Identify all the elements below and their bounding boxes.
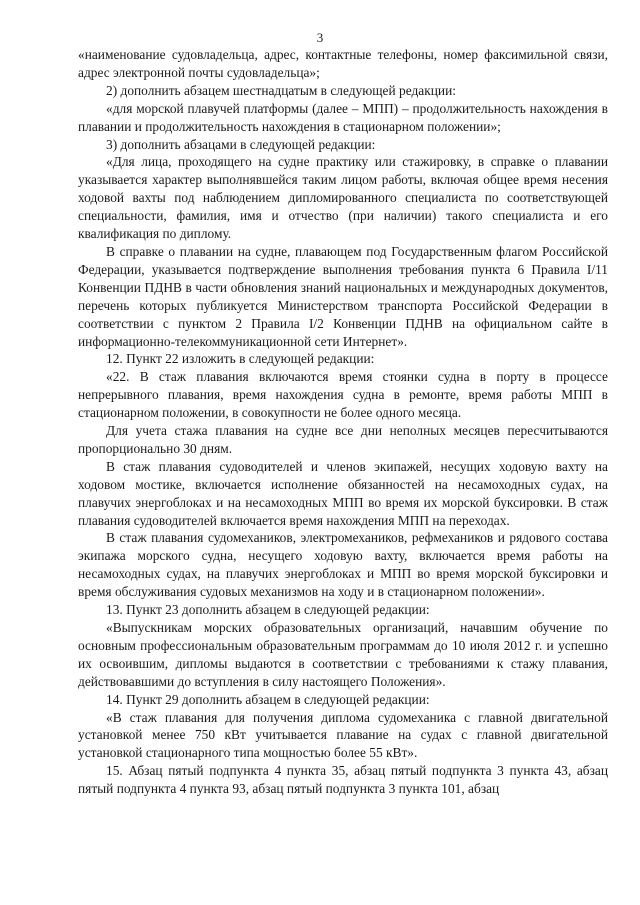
paragraph: Для учета стажа плавания на судне все дни неполных месяцев пересчитываются пропорционально 30 дням. <box>78 423 608 456</box>
document-body <box>78 46 608 798</box>
paragraph: 2) дополнить абзацем шестнадцатым в следующей редакции: <box>106 82 456 98</box>
paragraph: В стаж плавания судоводителей и членов экипажей, несущих ходовую вахту на ходовом мостике, включается исполнение обязанностей на несамоходных судах, на плавучих энергоблоках и на несамоходных МПП во время их морской буксировки. В стаж плавания судоводителей включается время нахождения МПП на переходах. <box>78 458 608 528</box>
paragraph: «для морской плавучей платформы (далее – МПП) – продолжительность нахождения в плавании и продолжительность нахождения в стационарном положении»; <box>78 100 608 134</box>
paragraph: «наименование судовладельца, адрес, контактные телефоны, номер факсимильной связи, адрес электронной почты судовладельца»; <box>78 47 608 80</box>
page-number: 3 <box>316 30 324 45</box>
paragraph: 14. Пункт 29 дополнить абзацем в следующей редакции: <box>106 691 430 707</box>
paragraph: 13. Пункт 23 дополнить абзацем в следующей редакции: <box>106 602 430 618</box>
paragraph: «Выпускникам морских образовательных организаций, начавшим обучение по основным профессиональным образовательным программам до 10 июля 2012 г. и успешно их освоившим, дипломы выдаются в соответствии с требованиями к стажу плавания, действовавшими до вступления в силу настоящего Положения». <box>78 620 608 689</box>
paragraph: «В стаж плавания для получения диплома судомеханика с главной двигательной установкой менее 750 кВт учитывается плавание на судах с главной двигательной установкой стационарного типа мощностью более 55 кВт». <box>78 709 608 761</box>
paragraph: «22. В стаж плавания включаются время стоянки судна в порту в процессе непрерывного плавания, время нахождения судна в ремонте, время работы МПП в стационарном положении, в совокупности не более одного месяца. <box>78 369 608 421</box>
paragraph: 3) дополнить абзацами в следующей редакции: <box>106 136 376 152</box>
paragraph: «Для лица, проходящего на судне практику или стажировку, в справке о плавании указывается характер выполнявшейся таким лицом работы, включая общее время несения ходовой вахты под наблюдением дипломированного специалиста по соответствующей специальности, фамилия, имя и отчество (при наличии) такого специалиста и его квалификация по диплому. <box>78 154 608 242</box>
paragraph: 12. Пункт 22 изложить в следующей редакции: <box>106 351 375 367</box>
paragraph: В справке о плавании на судне, плавающем под Государственным флагом Российской Федерации, указывается подтверждение выполнения требования пункта 6 Правила I/11 Конвенции ПДНВ в части обновления знаний национальных и международных документов, перечень которых публикуется Министерством транспорта Российской Федерации в соответствии с пунктом 2 Правила I/2 Конвенции ПДНВ на официальном сайте в информационно-телекоммуникационной сети Интернет». <box>78 243 608 349</box>
paragraph: В стаж плавания судомехаников, электромехаников, рефмехаников и рядового состава экипажа морского судна, несущего ходовую вахту, включается время работы на несамоходных судах, на плавучих энергоблоках и МПП во время морской буксировки и время обслуживания судовых механизмов на ходу и в стационарном положении». <box>78 530 608 600</box>
paragraph: 15. Абзац пятый подпункта 4 пункта 35, абзац пятый подпункта 3 пункта 43, абзац пятый подпункта 4 пункта 93, абзац пятый подпункта 3 пункта 101, абзац <box>78 763 608 797</box>
